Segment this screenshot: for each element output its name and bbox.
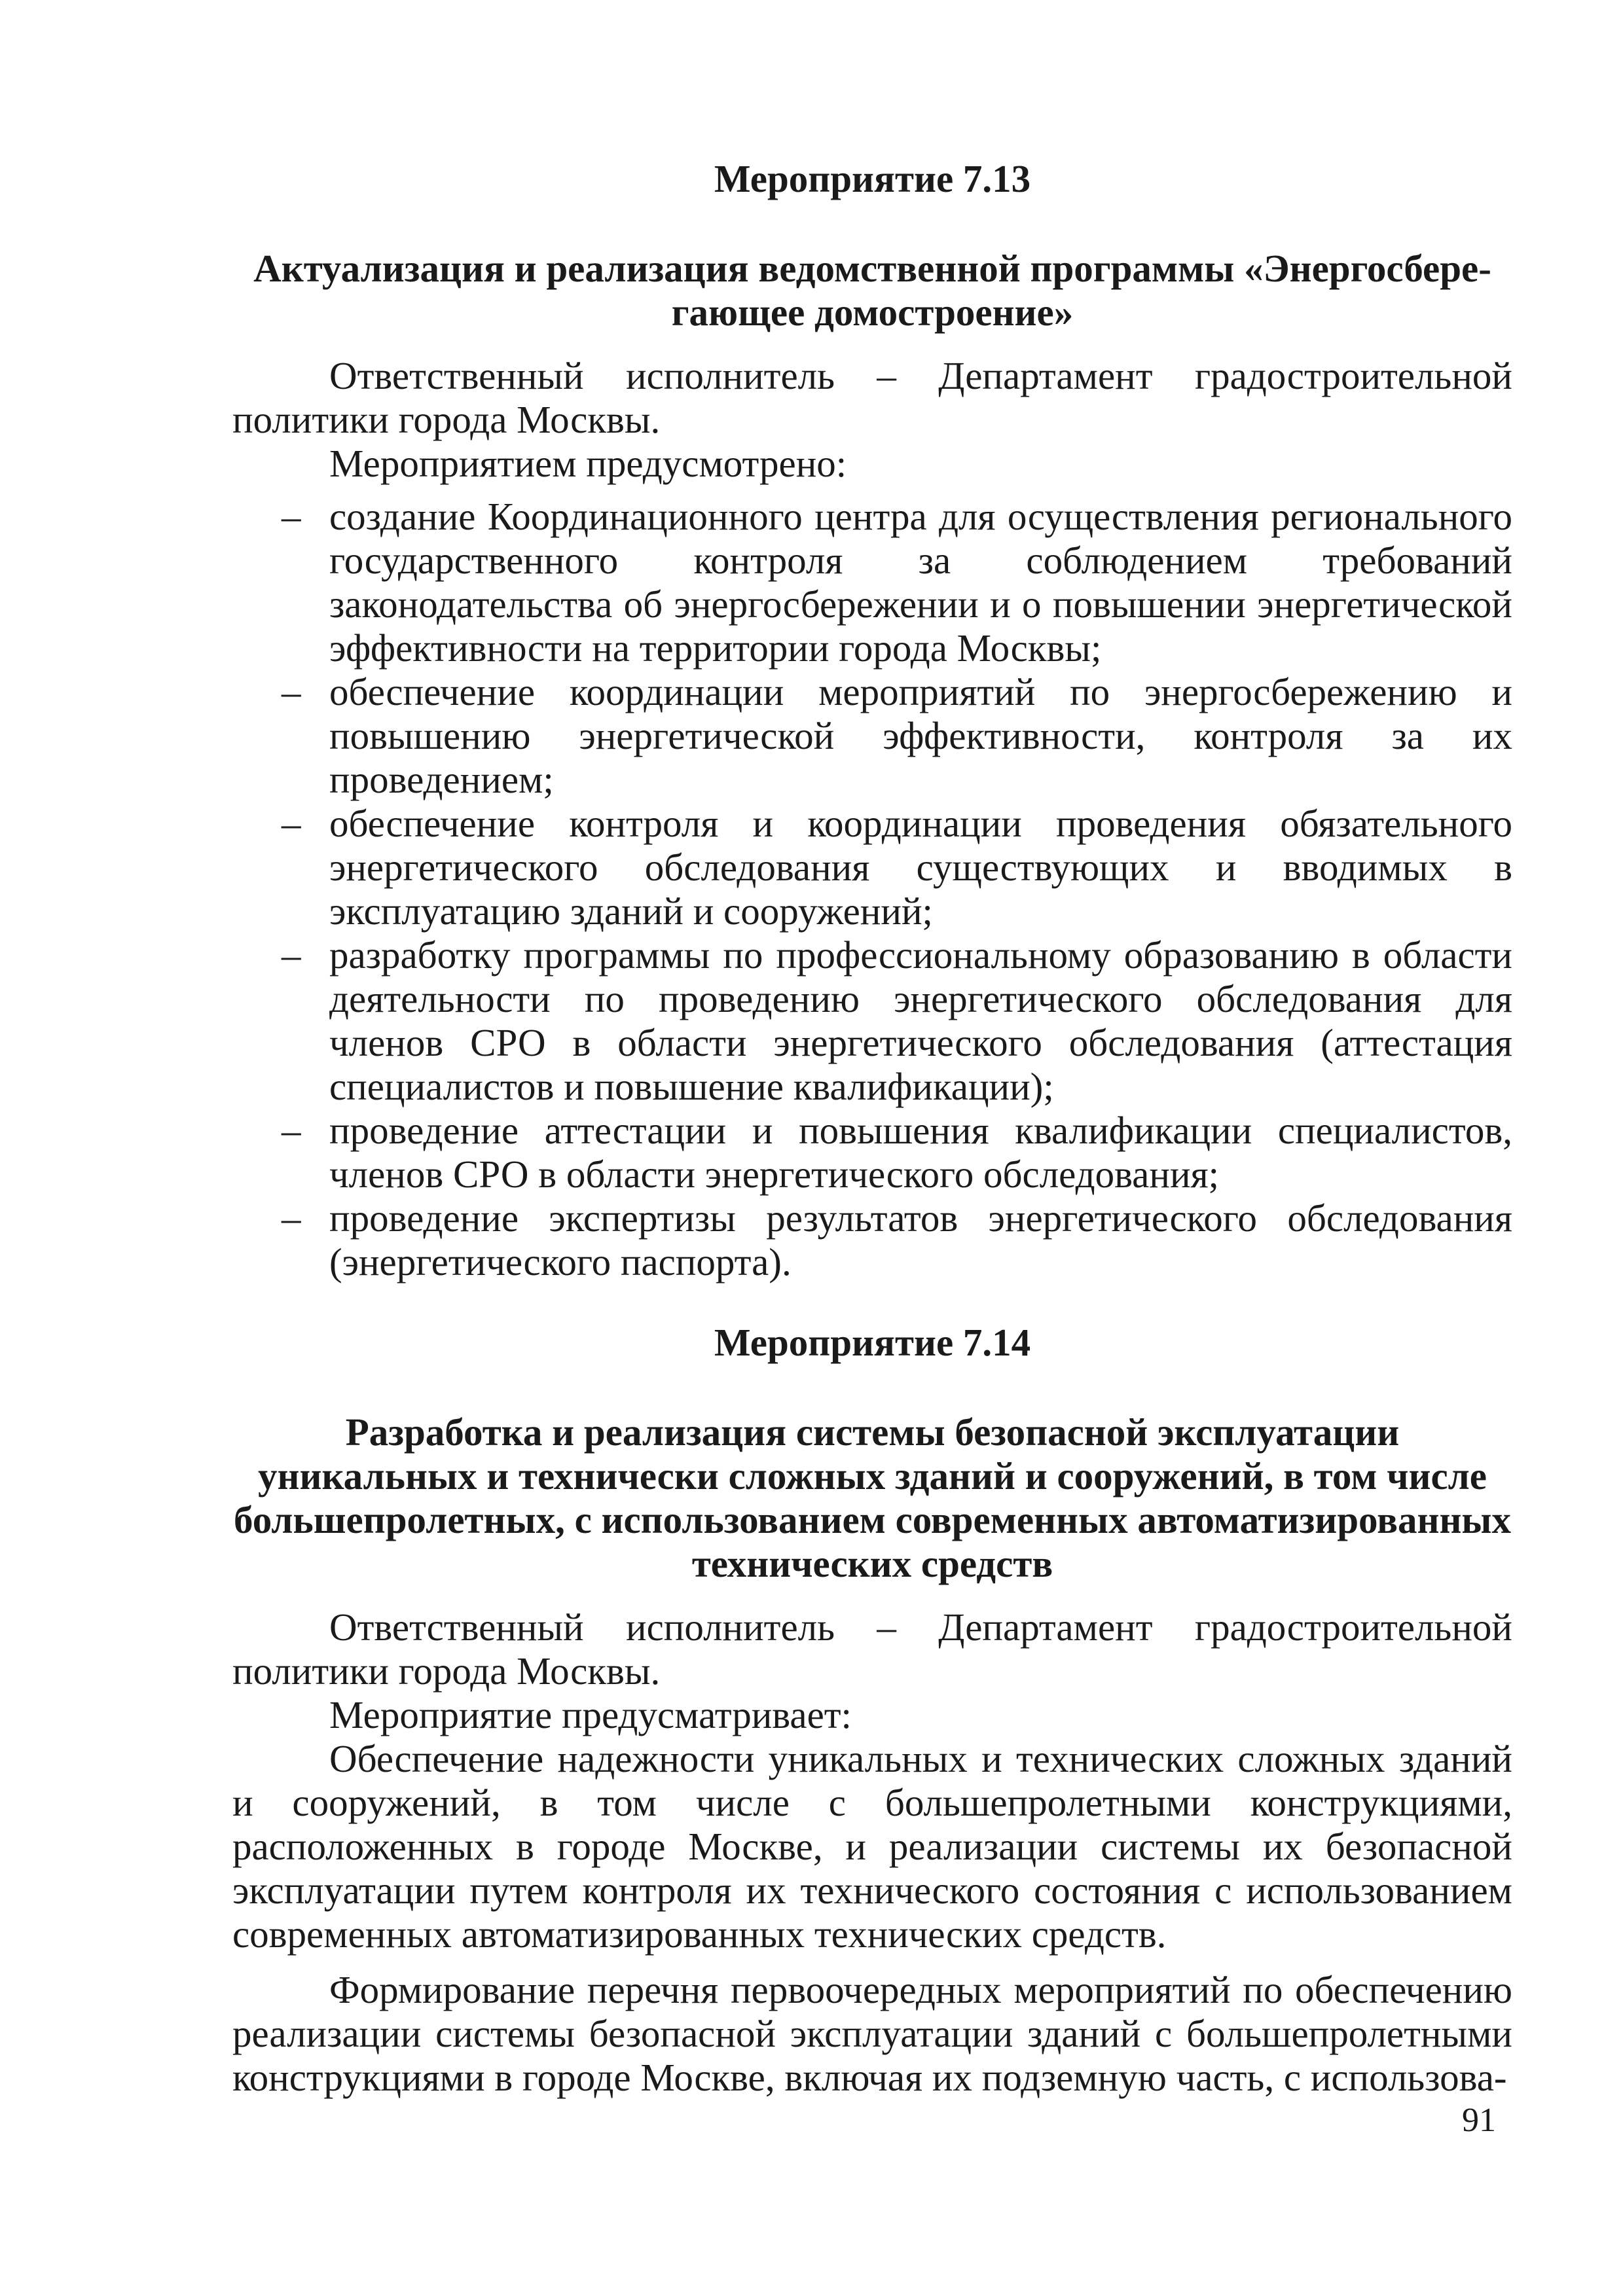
list-item [232,802,1512,933]
list-item [232,933,1512,1109]
dash-bullet-icon: – [282,495,301,538]
list-item [232,670,1512,802]
list-item-text: создание Координационного центра для осуществления регионального государственного контроля за соблюдением требований законодательства об энергосбережении и о повышении энергетической эффективности на территории города Москвы; [329,495,1512,670]
section-7-13-title: Актуализация и реализация ведомственной программы «Энергосбере-гающее домостроение» [253,247,1491,334]
section-7-13-list [232,495,1512,1284]
dash-bullet-icon: – [282,670,301,713]
section-7-13-responsible: Ответственный исполнитель – Департамент градостроительной политики города Москвы. [232,354,1512,441]
list-item [232,495,1512,670]
section-7-14-heading: Мероприятие 7.14 [714,1321,1031,1364]
list-item-text: разработку программы по профессиональному образованию в области деятельности по проведению энергетического обследования для членов СРО в области энергетического обследования (аттестация специалистов и повышение квалификации); [329,933,1512,1108]
list-item [232,1196,1512,1284]
dash-bullet-icon: – [282,1196,301,1240]
section-7-14-responsible: Ответственный исполнитель – Департамент градостроительной политики города Москвы. [232,1605,1512,1693]
section-7-14-title: Разработка и реализация системы безопасной эксплуатации уникальных и технически сложных зданий и сооружений, в том числе большепролетных, с использованием современных автоматизированных технических средств [233,1410,1512,1585]
section-7-13-heading: Мероприятие 7.13 [714,157,1031,200]
page-number: 91 [1462,2102,1496,2139]
dash-bullet-icon: – [282,933,301,977]
dash-bullet-icon: – [282,802,301,845]
section-7-13-intro: Мероприятием предусмотрено: [329,442,847,485]
dash-bullet-icon: – [282,1109,301,1152]
list-item-text: проведение экспертизы результатов энергетического обследования (энергетического паспорта). [329,1196,1512,1283]
list-item-text: обеспечение координации мероприятий по энергосбережению и повышению энергетической эффективности, контроля за их проведением; [329,670,1512,801]
section-7-14-paragraph-2: Формирование перечня первоочередных мероприятий по обеспечению реализации системы безопасной эксплуатации зданий с большепролетными конструкциями в городе Москве, включая их подземную часть, с использова- [232,1968,1512,2099]
list-item-text: проведение аттестации и повышения квалификации специалистов, членов СРО в области энергетического обследования; [329,1109,1512,1196]
list-item [232,1109,1512,1196]
section-7-14-paragraph-1: Обеспечение надежности уникальных и технических сложных зданий и сооружений, в том числе с большепролетными конструкциями, расположенных в городе Москве, и реализации системы их безопасной эксплуатации путем контроля их технического состояния с использованием современных автоматизированных технических средств. [232,1737,1512,1956]
list-item-text: обеспечение контроля и координации проведения обязательного энергетического обследования существующих и вводимых в эксплуатацию зданий и сооружений; [329,802,1512,933]
document-page [232,131,1512,2100]
section-7-14-intro: Мероприятие предусматривает: [329,1693,852,1736]
